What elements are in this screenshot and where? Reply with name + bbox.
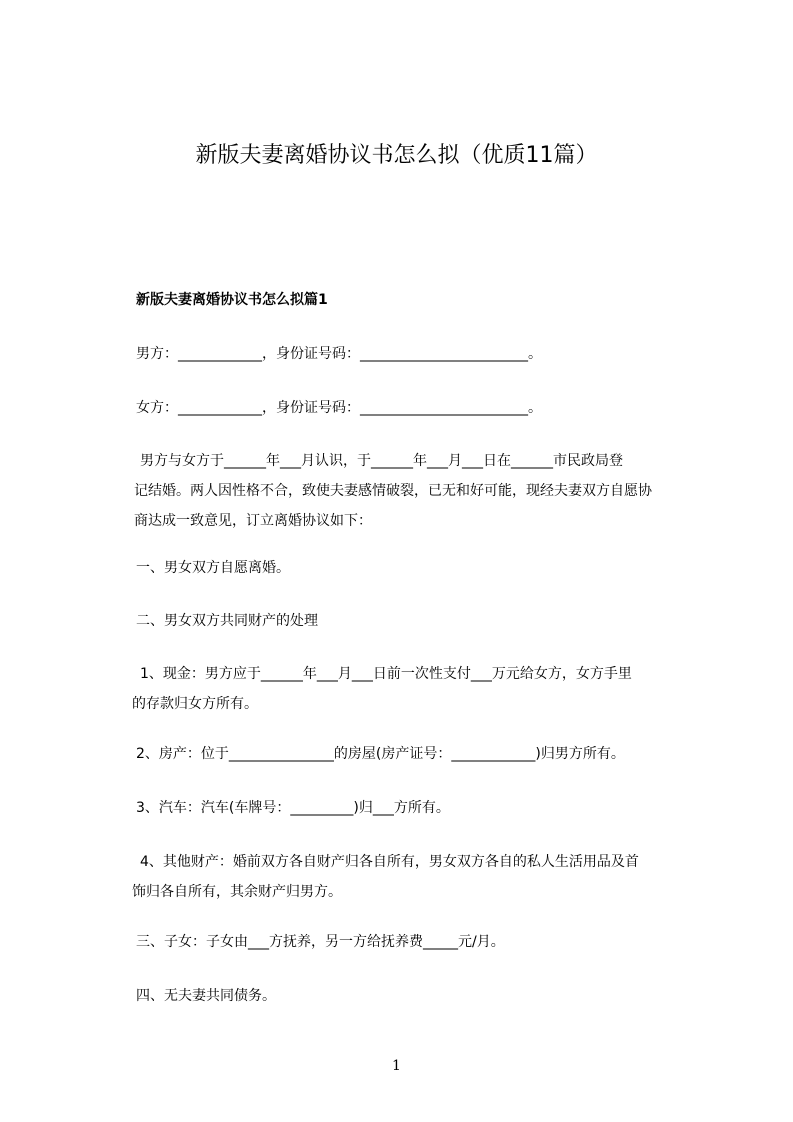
clause-2: 二、男女双方共同财产的处理 [136,613,318,629]
item-cash-line-2: 的存款归女方所有。 [132,696,258,712]
item-other-paragraph [132,847,716,907]
intro-line-2: 记结婚。两人因性格不合，致使夫妻感情破裂，已无和好可能，现经夫妻双方自愿协 [134,483,652,499]
intro-paragraph [136,446,716,536]
item-other-line-1: 4、其他财产：婚前双方各自财产归各自所有，男女双方各自的私人生活用品及首 [140,854,639,870]
section-heading: 新版夫妻离婚协议书怎么拟篇1 [136,292,328,308]
item-cash-line-1: 1、现金：男方应于______年___月___日前一次性支付___万元给女方，女方手里 [140,666,632,682]
clause-1: 一、男女双方自愿离婚。 [136,560,290,576]
clause-3: 三、子女：子女由___方抚养，另一方给抚养费_____元/月。 [136,934,505,950]
item-car: 3、汽车：汽车(车牌号：_________)归___方所有。 [136,800,450,816]
clause-4: 四、无夫妻共同债务。 [136,988,276,1004]
item-house: 2、房产：位于_______________的房屋(房产证号：____________)归男方所有。 [136,746,625,762]
item-other-line-2: 饰归各自所有，其余财产归男方。 [132,884,342,900]
document-title: 新版夫妻离婚协议书怎么拟（优质11篇） [195,143,598,168]
intro-line-3: 商达成一致意见，订立离婚协议如下： [134,513,372,529]
page-number: 1 [392,1058,401,1074]
item-cash-paragraph [132,659,716,719]
intro-line-1: 男方与女方于______年___月认识，于______年___月___日在______市民政局登 [140,453,623,469]
female-party-line: 女方：____________，身份证号码：________________________。 [136,400,542,416]
male-party-line: 男方：____________，身份证号码：________________________。 [136,346,542,362]
